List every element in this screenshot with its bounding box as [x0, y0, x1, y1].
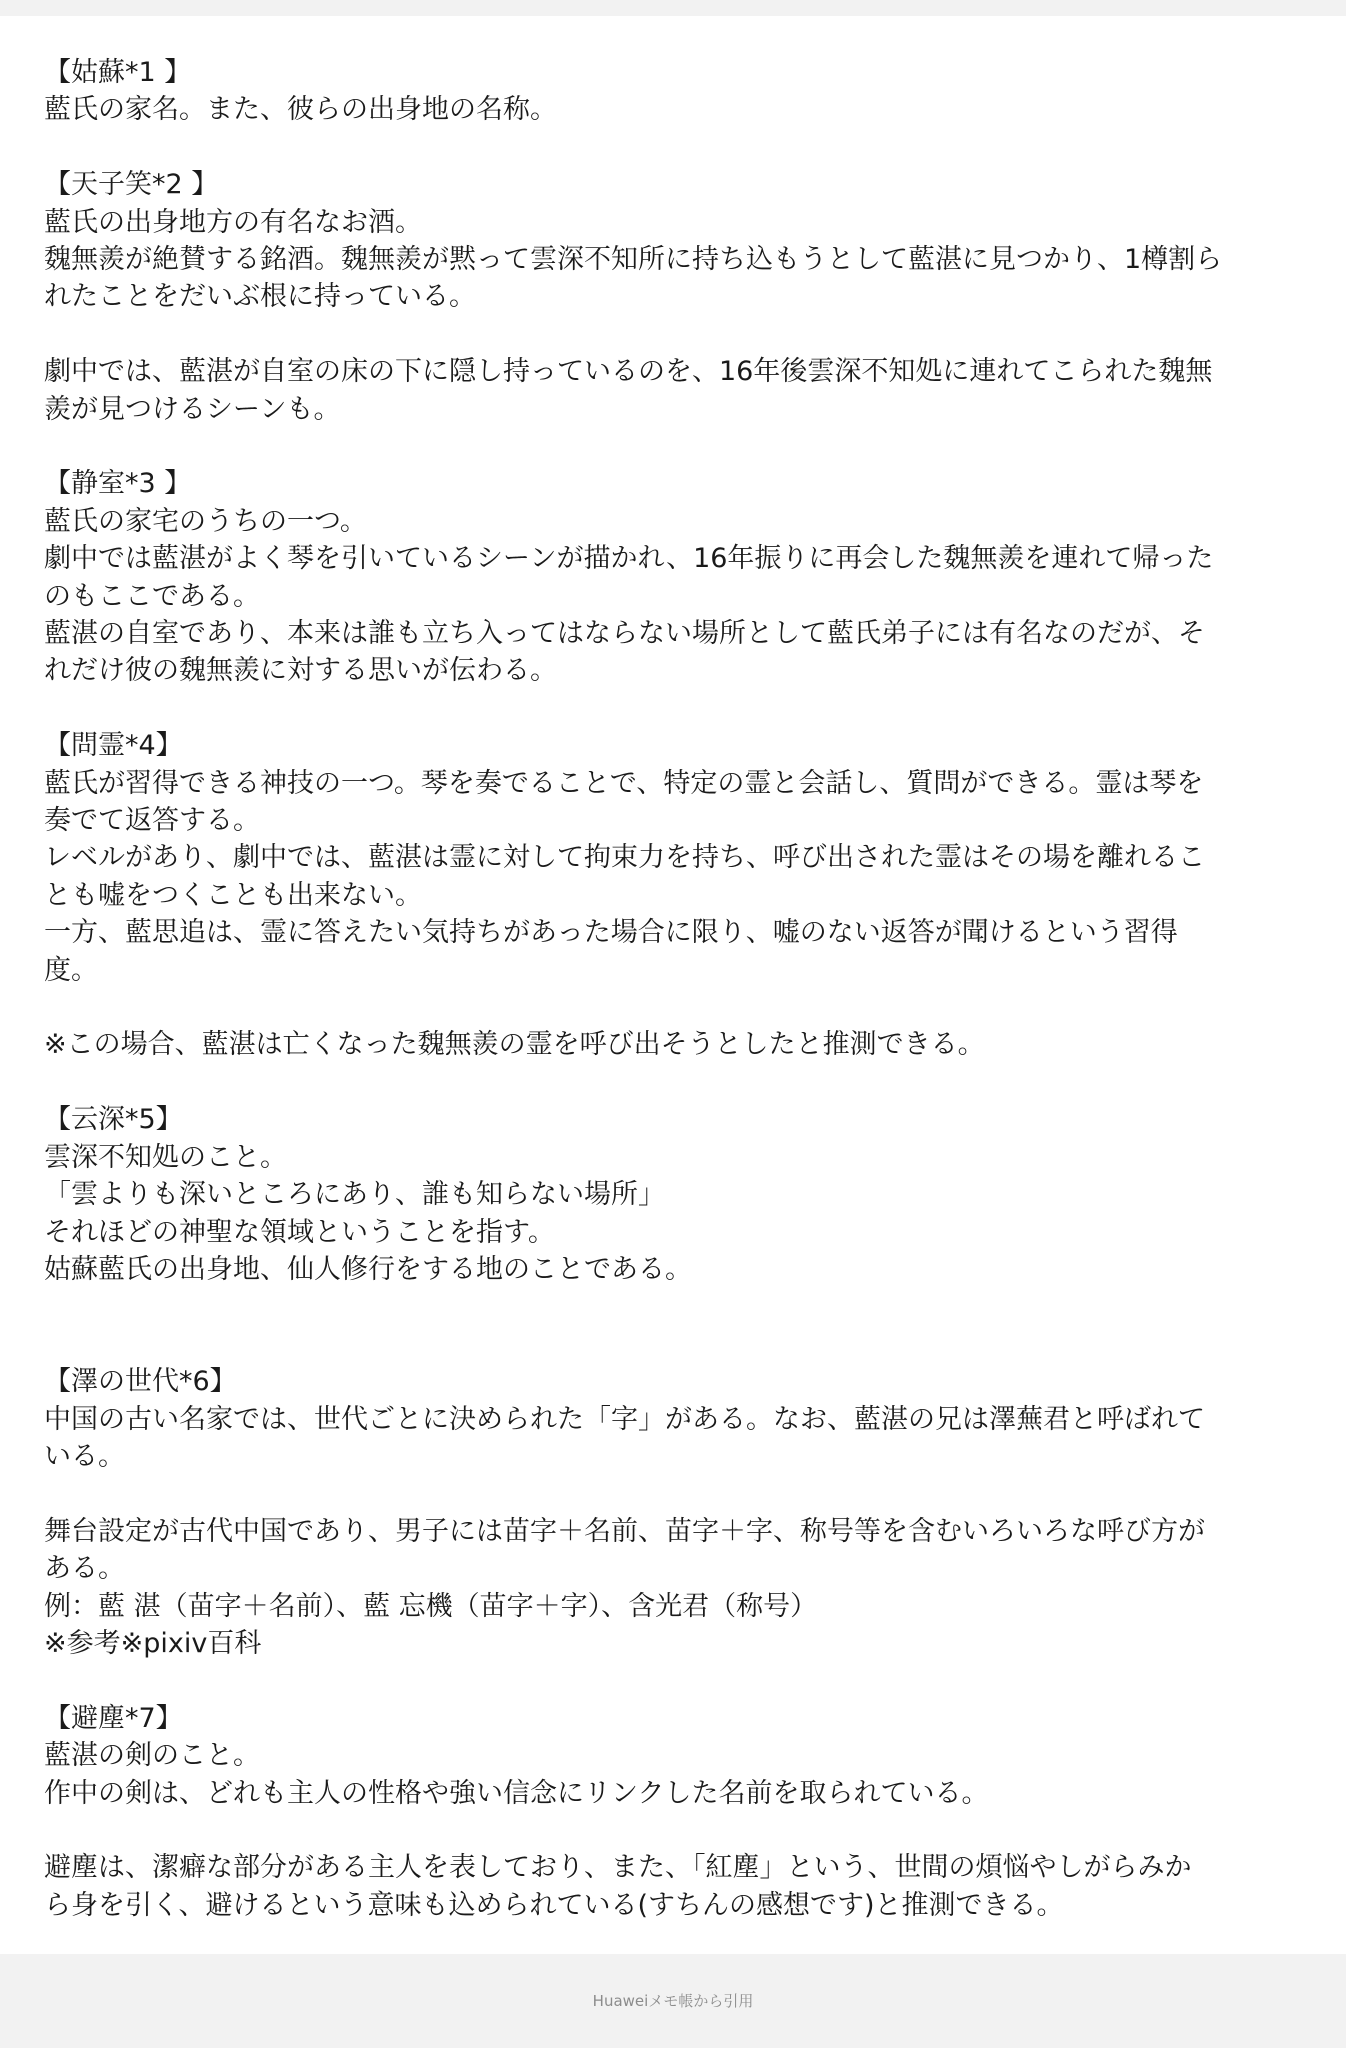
footer [0, 1954, 1346, 2048]
entry-line: 中国の古い名家では、世代ごとに決められた「字」がある。なお、藍湛の兄は澤蕪君と呼ばれて [44, 1403, 1205, 1435]
entry-bichen [44, 1700, 1314, 1924]
entry-line: 藍湛の自室であり、本来は誰も立ち入ってはならない場所として藍氏弟子には有名なのだが、そ [44, 618, 1205, 650]
entry-heading: 【避塵*7】 [44, 1702, 183, 1734]
entry-line: のもここである。 [44, 580, 260, 612]
entry-line: れたことをだいぶ根に持っている。 [44, 281, 476, 313]
entry-line: 例：藍 湛（苗字＋名前）、藍 忘機（苗字＋字）、含光君（称号） [44, 1590, 818, 1622]
entry-line: いる。 [44, 1440, 125, 1472]
entry-line: とも嘘をつくことも出来ない。 [44, 879, 422, 911]
entry-heading: 【澤の世代*6】 [44, 1366, 237, 1398]
top-bar [0, 0, 1346, 16]
entry-line: 藍氏が習得できる神技の一つ。琴を奏でることで、特定の霊と会話し、質問ができる。霊は琴を [44, 767, 1204, 799]
entry-line: 羨が見つけるシーンも。 [44, 393, 341, 425]
entry-gusu [44, 54, 1314, 129]
entry-line: 藍氏の家宅のうちの一つ。 [44, 505, 367, 537]
entry-line: ある。 [44, 1553, 125, 1585]
entry-line: 雲深不知処のこと。 [44, 1141, 287, 1173]
entry-wenling [44, 727, 1314, 1064]
entry-heading: 【云深*5】 [44, 1104, 183, 1136]
entry-line: 奏でて返答する。 [44, 805, 260, 837]
entry-line: 一方、藍思追は、霊に答えたい気持ちがあった場合に限り、嘘のない返答が聞けるという習得 [44, 917, 1178, 949]
entry-line: 藍湛の剣のこと。 [44, 1740, 260, 1772]
entry-heading: 【天子笑*2 】 [44, 169, 219, 201]
entry-heading: 【問霊*4】 [44, 730, 183, 762]
entry-line: 姑蘇藍氏の出身地、仙人修行をする地のことである。 [44, 1253, 692, 1285]
entry-line: 劇中では藍湛がよく琴を引いているシーンが描かれ、16年振りに再会した魏無羨を連れて帰った [44, 543, 1214, 575]
entry-line: ら身を引く、避けるという意味も込められている(すちんの感想です)と推測できる。 [44, 1889, 1064, 1921]
entry-line: れだけ彼の魏無羨に対する思いが伝わる。 [44, 655, 557, 687]
entry-jingshi [44, 465, 1314, 689]
entry-line: それほどの神聖な領域ということを指す。 [44, 1216, 555, 1248]
entry-line: 避塵は、潔癖な部分がある主人を表しており、また、「紅塵」という、世間の煩悩やしがらみか [44, 1852, 1192, 1884]
entry-line: 藍氏の家名。また、彼らの出身地の名称。 [44, 94, 557, 126]
entry-line: 度。 [44, 954, 98, 986]
entry-line: 作中の剣は、どれも主人の性格や強い信念にリンクした名前を取られている。 [44, 1777, 989, 1809]
entry-heading: 【姑蘇*1 】 [44, 57, 192, 88]
entry-line: 「雲よりも深いところにあり、誰も知らない場所」 [44, 1179, 665, 1211]
note-body [44, 54, 1314, 1924]
entry-line: 藍氏の出身地方の有名なお酒。 [44, 206, 422, 238]
entry-tianzixiao [44, 166, 1314, 428]
entry-line: ※参考※pixiv百科 [44, 1627, 262, 1659]
entry-line: 魏無羨が絶賛する銘酒。魏無羨が黙って雲深不知所に持ち込もうとして藍湛に見つかり、1樽割ら [44, 244, 1223, 276]
entry-line: ※この場合、藍湛は亡くなった魏無羨の霊を呼び出そうとしたと推測できる。 [44, 1029, 985, 1061]
entry-ze-generation [44, 1363, 1314, 1662]
entry-heading: 【静室*3 】 [44, 468, 192, 500]
entry-line: 劇中では、藍湛が自室の床の下に隠し持っているのを、16年後雲深不知処に連れてこられた魏無 [44, 356, 1213, 388]
entry-line: レベルがあり、劇中では、藍湛は霊に対して拘束力を持ち、呼び出された霊はその場を離れるこ [44, 842, 1205, 874]
entry-line: 舞台設定が古代中国であり、男子には苗字＋名前、苗字＋字、称号等を含むいろいろな呼び方が [44, 1515, 1205, 1547]
entry-yunshen [44, 1101, 1314, 1288]
footer-source-text: Huaweiメモ帳から引用 [592, 1992, 754, 2010]
note-card [0, 16, 1346, 1954]
